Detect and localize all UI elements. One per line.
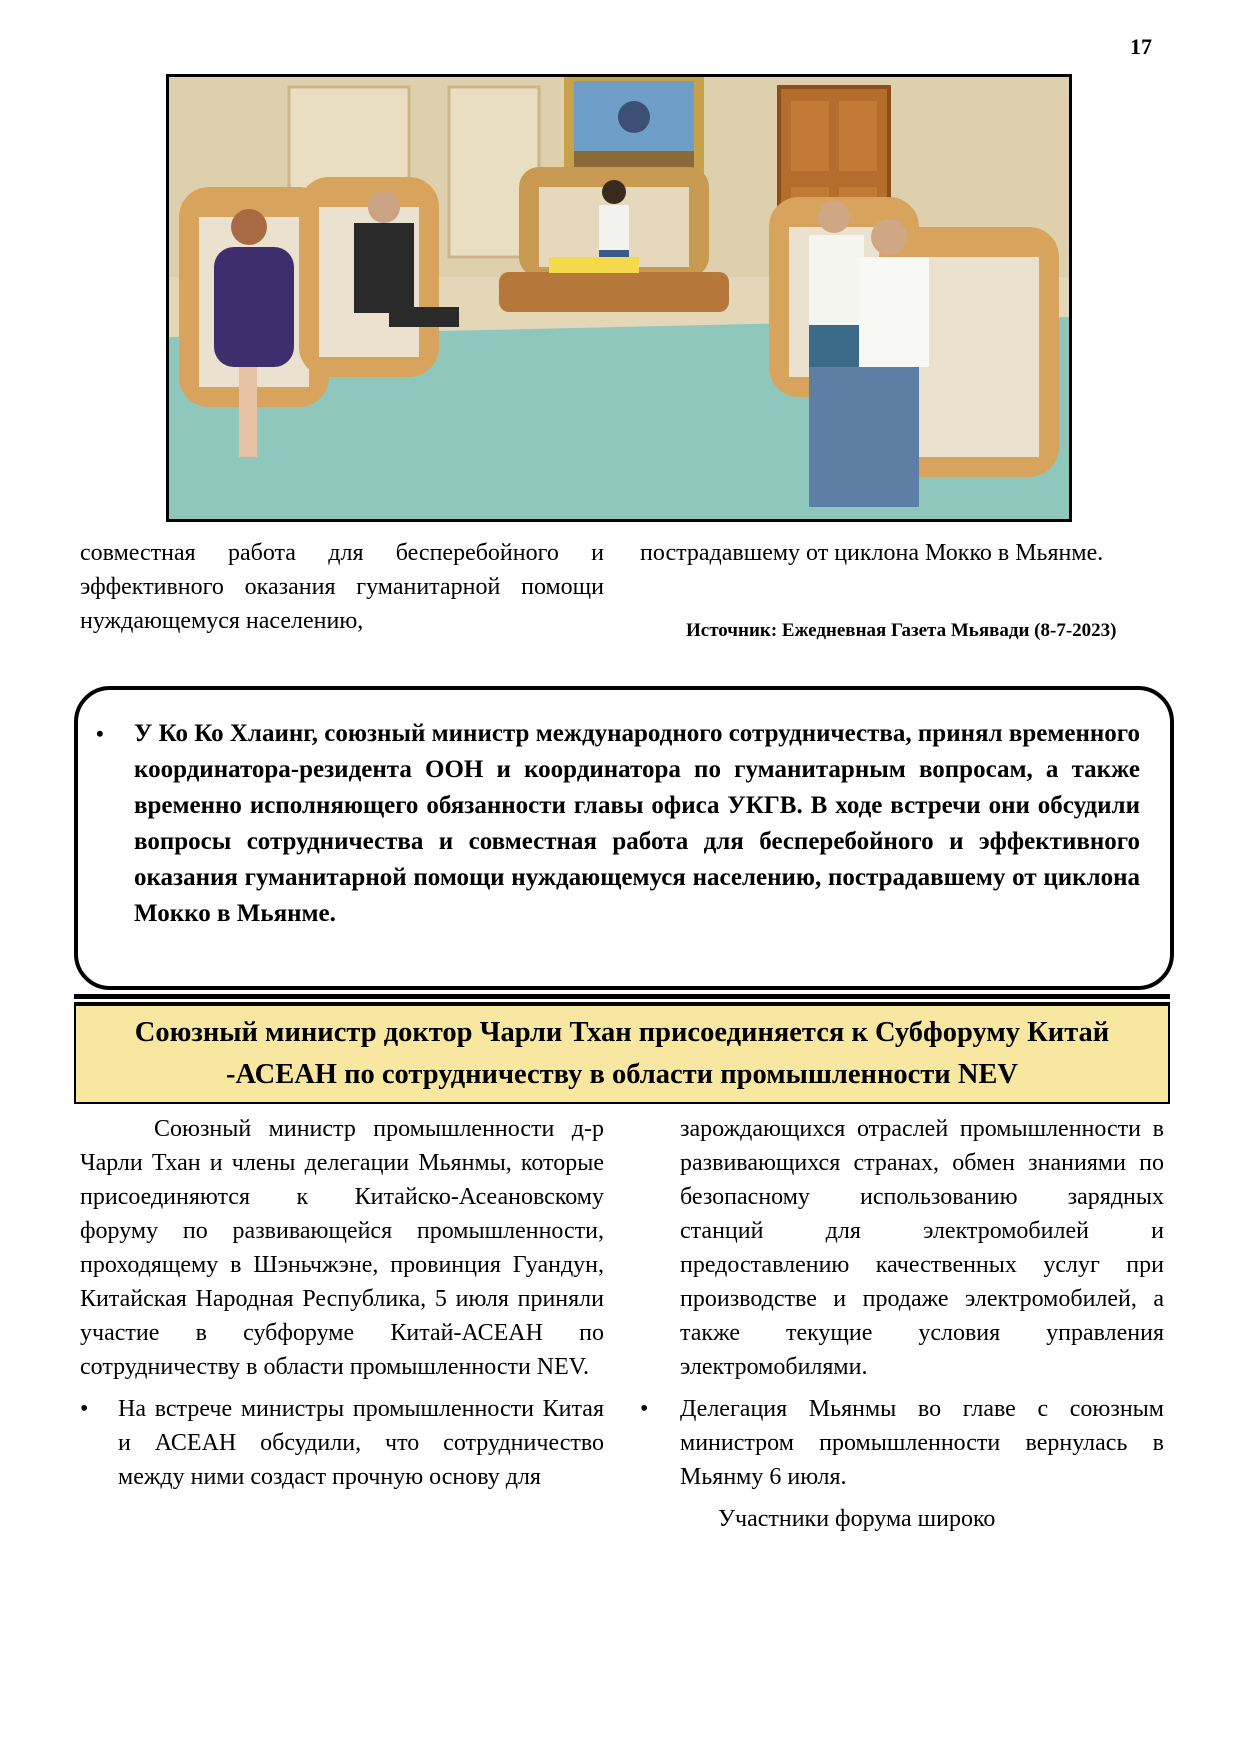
top-article-right-column xyxy=(640,536,1164,570)
bottom-article-paragraph: Союзный министр промышленности д-р Чарли Тхан и члены делегации Мьянмы, которые присоединяются к Китайско-Асеановскому форуму по развивающейся промышленности, проходящему в Шэньчжэне, провинция Гуандун, Китайская Народная Республика, 5 июля приняли участие в субфоруме Китай-АСЕАН по сотрудничеству в области промышленности NEV. xyxy=(80,1116,604,1380)
highlight-text: У Ко Ко Хлаинг, союзный министр международного сотрудничества, принял временного координатора-резидента ООН и координатора по гуманитарным вопросам, а также временно исполняющего обязанности главы офиса УКГВ. В ходе встречи они обсудили вопросы сотрудничества и совместная работа для бесперебойного и эффективного оказания гуманитарной помощи нуждающемуся населению, пострадавшему от циклона Мокко в Мьянме. xyxy=(134,720,1140,927)
bottom-article-right-column xyxy=(640,1112,1164,1536)
bottom-article-right-tail: Участники форума широко xyxy=(718,1506,996,1532)
bullet-icon: • xyxy=(640,1396,649,1422)
article-source: Источник: Ежедневная Газета Мьявади (8-7-2023) xyxy=(686,620,1117,641)
bullet-icon: • xyxy=(96,721,104,746)
highlight-item xyxy=(96,716,1140,932)
top-article-left-column xyxy=(80,536,604,638)
meeting-photo xyxy=(166,74,1072,522)
bottom-article-bullet-right-text: Делегация Мьянмы во главе с союзным министром промышленности вернулась в Мьянму 6 июля. xyxy=(680,1396,1164,1490)
highlight-box xyxy=(74,686,1174,990)
top-article-right-text: пострадавшему от циклона Мокко в Мьянме. xyxy=(640,540,1104,566)
page-number: 17 xyxy=(1130,34,1152,59)
bottom-article-left-column xyxy=(80,1112,604,1494)
bottom-article-bullet-left xyxy=(80,1392,604,1494)
bottom-article-right-paragraph: зарождающихся отраслей промышленности в развивающихся странах, обмен знаниями по безопасному использованию зарядных станций для электромобилей и предоставлению качественных услуг при производстве и продаже электромобилей, а также текущие условия управления электромобилями. xyxy=(680,1116,1164,1380)
bottom-article-bullet-right xyxy=(640,1392,1164,1494)
bottom-article-bullet-left-text: На встрече министры промышленности Китая и АСЕАН обсудили, что сотрудничество между ними создаст прочную основу для xyxy=(118,1396,604,1490)
section-divider xyxy=(74,994,1170,999)
top-article-left-text: совместная работа для бесперебойного и эффективного оказания гуманитарной помощи нуждающемуся населению, xyxy=(80,540,604,634)
bullet-icon: • xyxy=(80,1396,89,1422)
meeting-photo-illustration xyxy=(169,77,1069,519)
article-headline: Союзный министр доктор Чарли Тхан присоединяется к Субфоруму Китай -АСЕАН по сотрудничеству в области промышленности NEV xyxy=(74,1004,1170,1104)
